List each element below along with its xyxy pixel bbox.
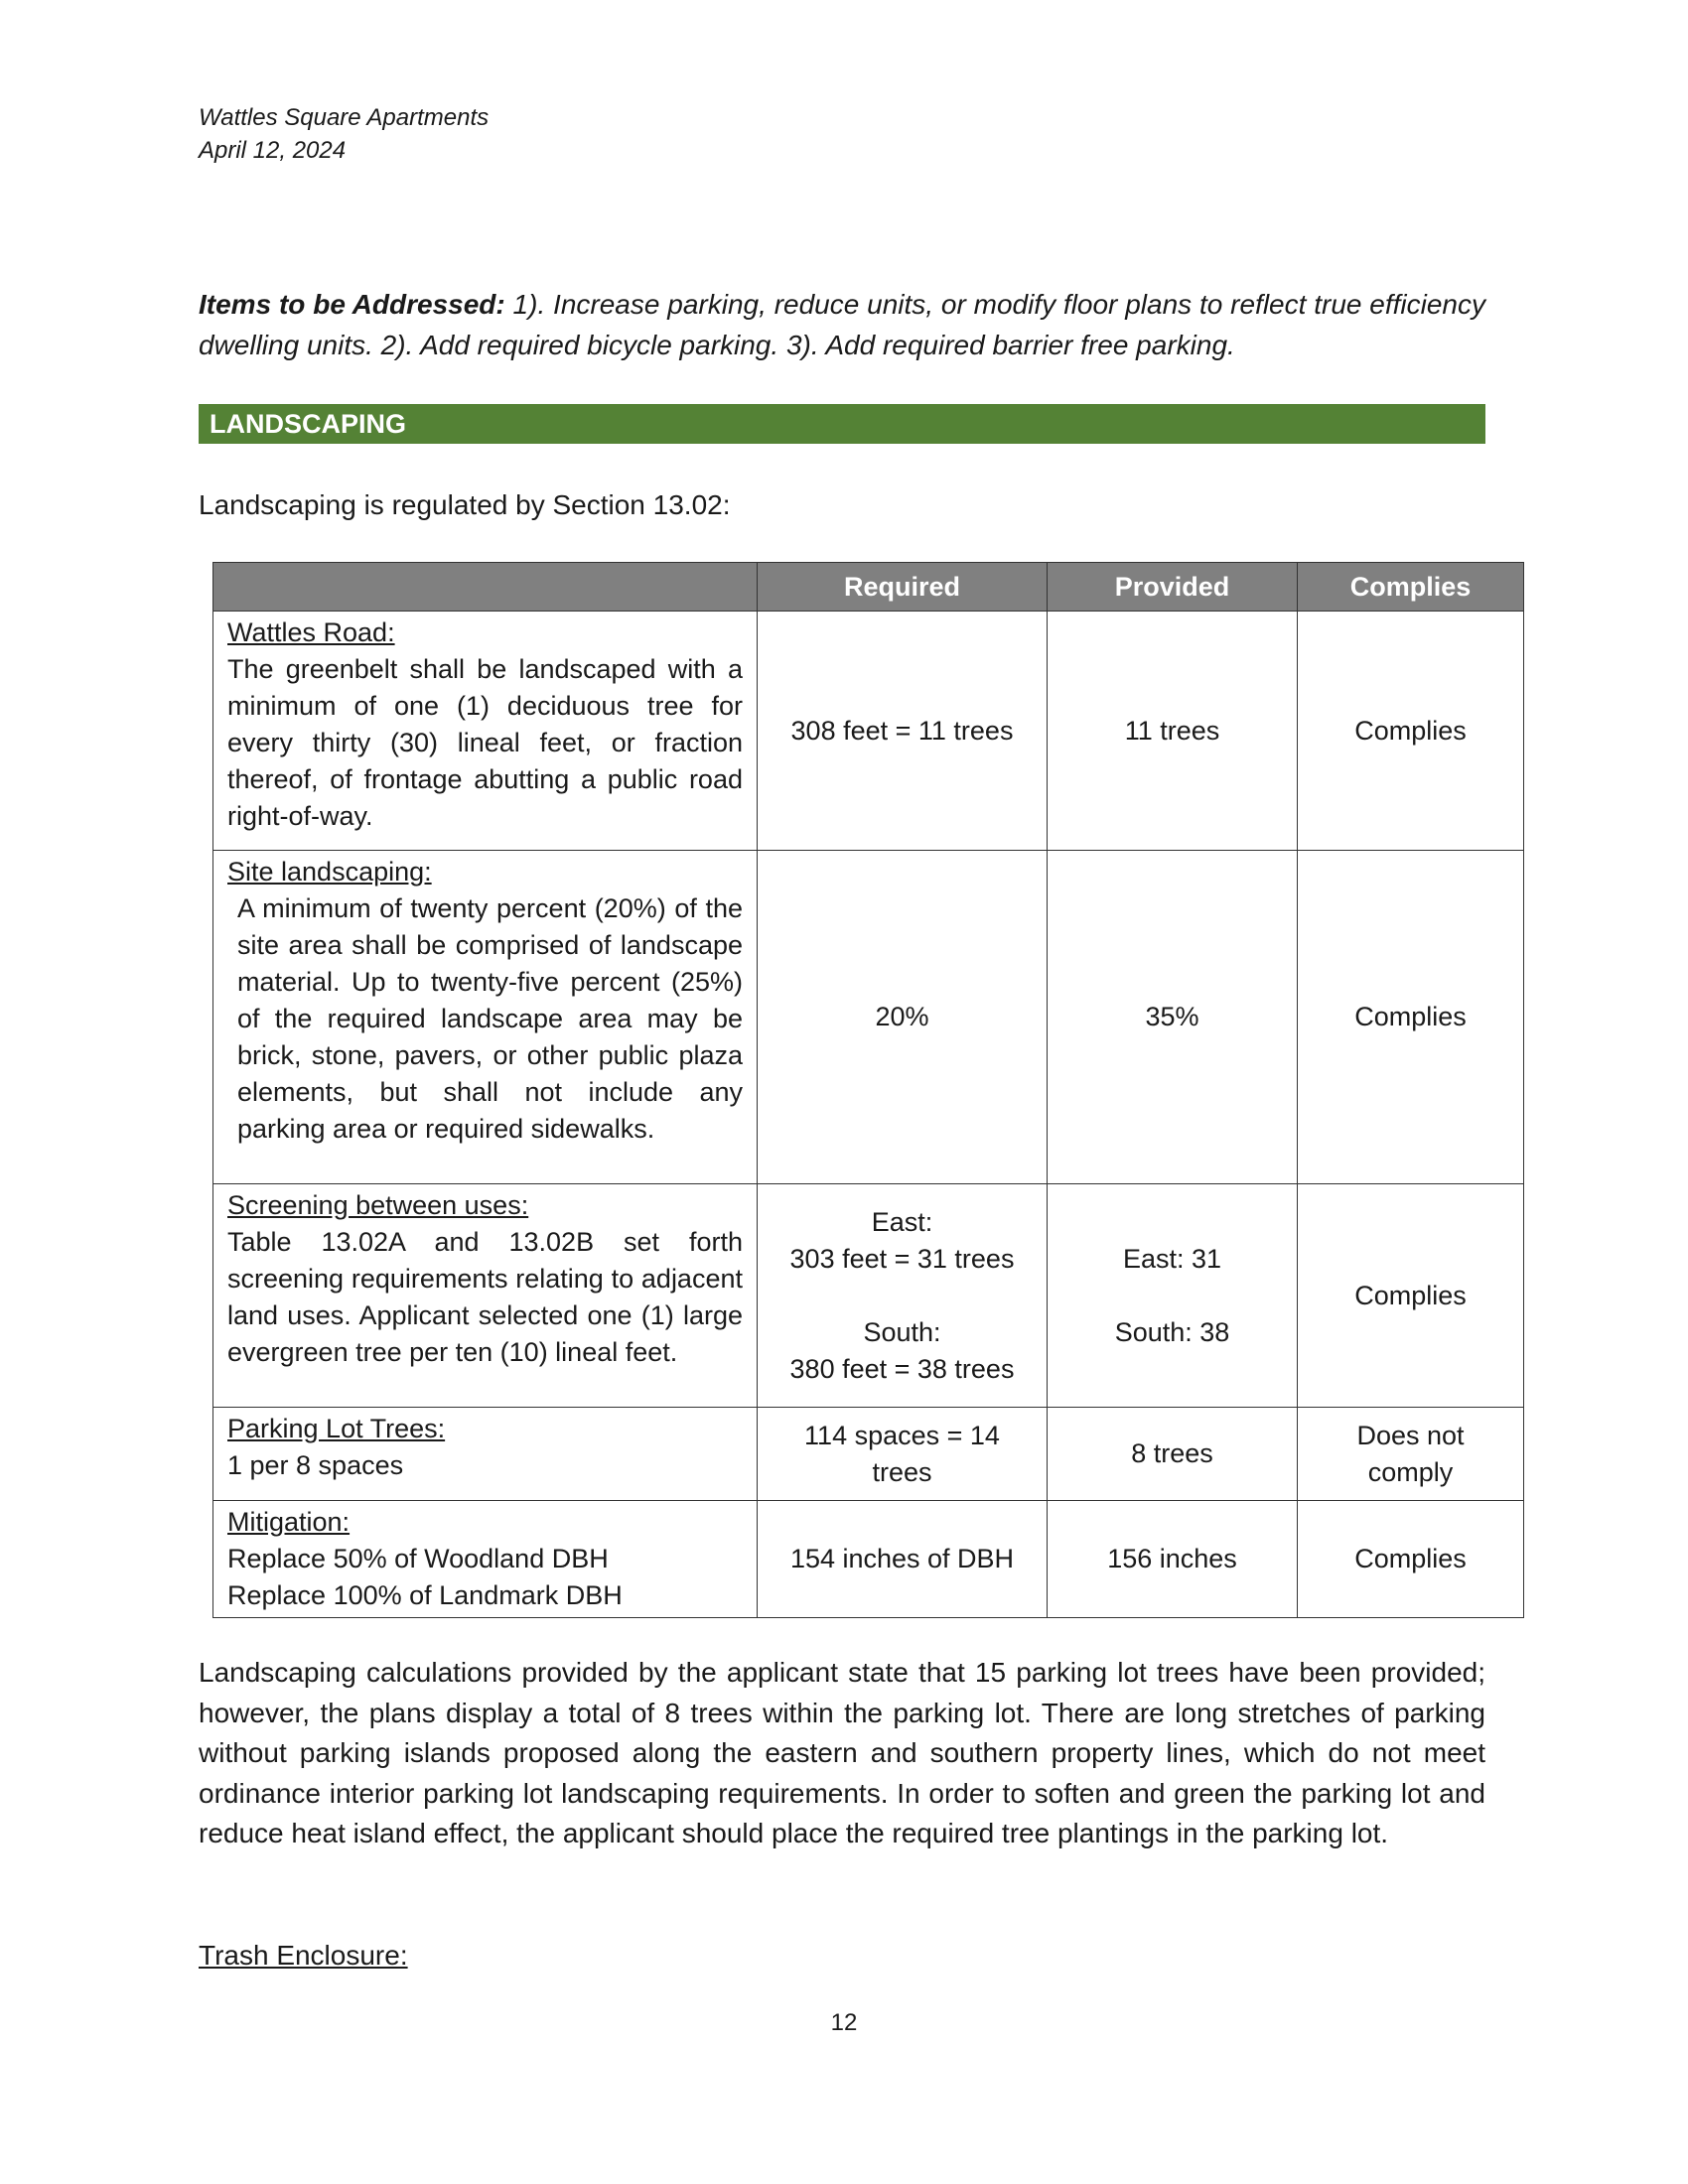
table-row [213,612,1524,851]
row-body: 1 per 8 spaces [227,1450,404,1480]
row-title: Site landscaping: [227,857,432,887]
cell-complies: Complies [1298,1501,1524,1618]
cell-required: 114 spaces = 14 trees [758,1408,1048,1501]
row-description [213,612,758,851]
row-body: The greenbelt shall be landscaped with a minimum of one (1) deciduous tree for every thirty (30) lineal feet, or fraction thereof, of frontage abutting a public road right-of-way. [227,654,743,831]
cell-complies: Complies [1298,851,1524,1184]
cell-complies: Complies [1298,1184,1524,1408]
document-header [199,101,489,167]
cell-provided: 35% [1048,851,1298,1184]
cell-complies: Complies [1298,612,1524,851]
header-provided: Provided [1048,563,1298,612]
row-title: Mitigation: [227,1507,351,1537]
row-title: Screening between uses: [227,1190,529,1220]
cell-required: 154 inches of DBH [758,1501,1048,1618]
cell-provided: East: 31 South: 38 [1048,1184,1298,1408]
row-description [213,851,758,1184]
row-description [213,1184,758,1408]
header-complies: Complies [1298,563,1524,612]
landscaping-table [212,562,1524,1618]
row-title: Parking Lot Trees: [227,1414,446,1443]
header-required: Required [758,563,1048,612]
table-row [213,1184,1524,1408]
cell-complies: Does not comply [1298,1408,1524,1501]
row-body: A minimum of twenty percent (20%) of the site area shall be comprised of landscape material. Up to twenty-five percent (25%) of the required landscape area may be brick, stone, pavers, or other public plaza elements, but shall not include any parking area or required sidewalks. [237,893,743,1144]
items-to-address [199,284,1485,365]
project-name: Wattles Square Apartments [199,104,490,131]
trash-enclosure-heading: Trash Enclosure: [199,1940,408,1971]
cell-required: 20% [758,851,1048,1184]
items-label: Items to be Addressed: [199,289,505,320]
row-title: Wattles Road: [227,617,395,647]
document-date: April 12, 2024 [199,137,347,164]
cell-provided: 11 trees [1048,612,1298,851]
items-text: 1). Increase parking, reduce units, or modify floor plans to reflect true efficiency dwelling units. 2). Add required bicycle parking. 3). Add required barrier free parking. [199,289,1486,360]
header-blank [213,563,758,612]
intro-text: Landscaping is regulated by Section 13.02: [199,489,731,520]
table-row [213,1501,1524,1618]
section-title-landscaping: LANDSCAPING [199,404,1485,444]
page-number: 12 [830,2009,858,2036]
row-body: Table 13.02A and 13.02B set forth screening requirements relating to adjacent land uses. Applicant selected one (1) large evergreen tree per ten (10) lineal feet. [227,1227,743,1367]
row-description [213,1408,758,1501]
cell-provided: 8 trees [1048,1408,1298,1501]
cell-provided: 156 inches [1048,1501,1298,1618]
calculations-paragraph: Landscaping calculations provided by the applicant state that 15 parking lot trees have been provided; however, the plans display a total of 8 trees within the parking lot. There are long stretches of parking without parking islands proposed along the eastern and southern property lines, which do not meet ordinance interior parking lot landscaping requirements. In order to soften and green the parking lot and reduce heat island effect, the applicant should place the required tree plantings in the parking lot. [199,1657,1485,1848]
row-body: Replace 50% of Woodland DBH Replace 100% of Landmark DBH [227,1544,623,1610]
cell-required: East: 303 feet = 31 trees South: 380 feet = 38 trees [758,1184,1048,1408]
table-row [213,851,1524,1184]
table-row [213,1408,1524,1501]
cell-required: 308 feet = 11 trees [758,612,1048,851]
row-description [213,1501,758,1618]
table-header-row [213,563,1524,612]
